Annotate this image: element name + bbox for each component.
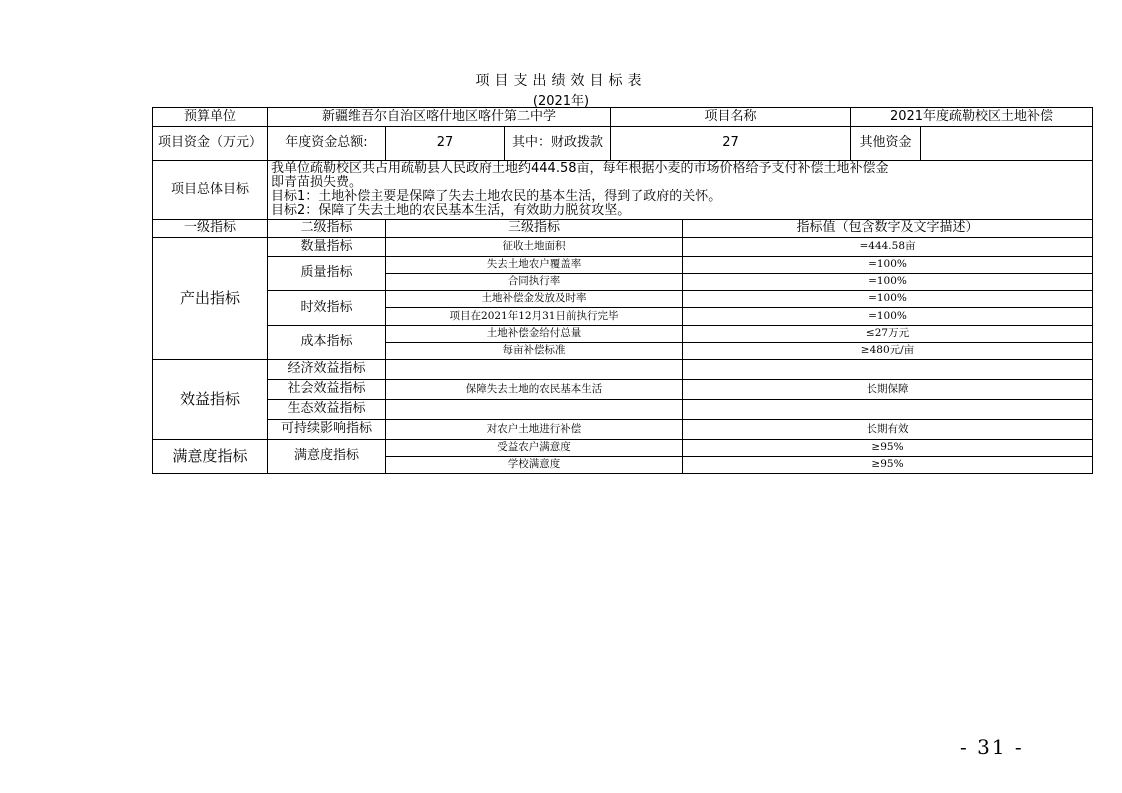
table-row <box>153 400 1093 420</box>
col-value: 指标值（包含数字及文字描述） <box>683 220 1093 238</box>
indicator-value: =100% <box>683 291 1093 308</box>
goals-label: 项目总体目标 <box>153 161 268 220</box>
indicator-value: 长期保障 <box>683 380 1093 400</box>
indicator-value <box>683 400 1093 420</box>
goals-line: 目标1：土地补偿主要是保障了失去土地农民的基本生活，得到了政府的关怀。 <box>271 189 722 204</box>
total-funds-value: 27 <box>386 127 505 161</box>
satisfaction-label: 满意度指标 <box>153 440 268 474</box>
fiscal-funds-label: 其中：财政拨款 <box>505 127 611 161</box>
other-funds-value <box>921 127 1093 161</box>
table-row <box>153 291 1093 308</box>
goals-line: 即青苗损失费。 <box>271 175 363 190</box>
page-title: 项目支出绩效目标表 <box>475 73 647 89</box>
indicator-name: 失去土地农户覆盖率 <box>386 257 683 274</box>
col-level1: 一级指标 <box>153 220 268 238</box>
indicator-name: 每亩补偿标准 <box>386 343 683 360</box>
other-funds-label: 其他资金 <box>851 127 921 161</box>
indicator-value: =100% <box>683 274 1093 291</box>
indicator-value: ≥95% <box>683 440 1093 457</box>
quality-label: 质量指标 <box>268 257 386 291</box>
economic-label: 经济效益指标 <box>268 360 386 380</box>
indicator-name: 项目在2021年12月31日前执行完毕 <box>386 308 683 326</box>
table-row <box>153 380 1093 400</box>
table-row <box>153 238 1093 257</box>
indicator-value: ≤27万元 <box>683 326 1093 343</box>
indicator-value <box>683 360 1093 380</box>
indicator-name <box>386 400 683 420</box>
unit-label: 预算单位 <box>153 108 268 127</box>
page-number: - 31 - <box>960 735 1024 759</box>
goals-row <box>153 161 1093 220</box>
unit-value: 新疆维吾尔自治区喀什地区喀什第二中学 <box>268 108 611 127</box>
indicator-value: ≥95% <box>683 457 1093 474</box>
indicator-value: =100% <box>683 257 1093 274</box>
column-header-row <box>153 220 1093 238</box>
indicator-name: 征收土地面积 <box>386 238 683 257</box>
project-label: 项目名称 <box>611 108 851 127</box>
goals-line: 目标2：保障了失去土地的农民基本生活，有效助力脱贫攻坚。 <box>271 203 631 218</box>
performance-table <box>152 107 1093 474</box>
timeliness-label: 时效指标 <box>268 291 386 326</box>
indicator-name: 学校满意度 <box>386 457 683 474</box>
table-row <box>153 257 1093 274</box>
quantity-label: 数量指标 <box>268 238 386 257</box>
indicator-value: ≥480元/亩 <box>683 343 1093 360</box>
table-row <box>153 360 1093 380</box>
col-level2: 二级指标 <box>268 220 386 238</box>
social-label: 社会效益指标 <box>268 380 386 400</box>
table-row <box>153 420 1093 440</box>
fiscal-funds-value: 27 <box>611 127 851 161</box>
indicator-name: 合同执行率 <box>386 274 683 291</box>
benefit-label: 效益指标 <box>153 360 268 440</box>
indicator-name: 对农户土地进行补偿 <box>386 420 683 440</box>
indicator-name: 土地补偿金给付总量 <box>386 326 683 343</box>
indicator-value: =100% <box>683 308 1093 326</box>
sustainable-label: 可持续影响指标 <box>268 420 386 440</box>
goals-line: 我单位疏勒校区共占用疏勒县人民政府土地约444.58亩，每年根据小麦的市场价格给予支付补偿土地补偿金 <box>271 161 889 176</box>
funds-label: 项目资金（万元） <box>153 127 268 161</box>
table-row <box>153 440 1093 457</box>
table-row <box>153 326 1093 343</box>
indicator-name: 受益农户满意度 <box>386 440 683 457</box>
indicator-name: 保障失去土地的农民基本生活 <box>386 380 683 400</box>
indicator-name: 土地补偿金发放及时率 <box>386 291 683 308</box>
ecological-label: 生态效益指标 <box>268 400 386 420</box>
funds-row <box>153 127 1093 161</box>
header-row <box>153 108 1093 127</box>
indicator-value: 长期有效 <box>683 420 1093 440</box>
goals-text <box>268 161 1093 220</box>
cost-label: 成本指标 <box>268 326 386 360</box>
satisfaction-sub-label: 满意度指标 <box>268 440 386 474</box>
indicator-name <box>386 360 683 380</box>
col-level3: 三级指标 <box>386 220 683 238</box>
year-subtitle: (2021年) <box>532 94 590 109</box>
indicator-value: =444.58亩 <box>683 238 1093 257</box>
output-label: 产出指标 <box>153 238 268 360</box>
total-funds-label: 年度资金总额: <box>268 127 386 161</box>
project-value: 2021年度疏勒校区土地补偿 <box>851 108 1093 127</box>
